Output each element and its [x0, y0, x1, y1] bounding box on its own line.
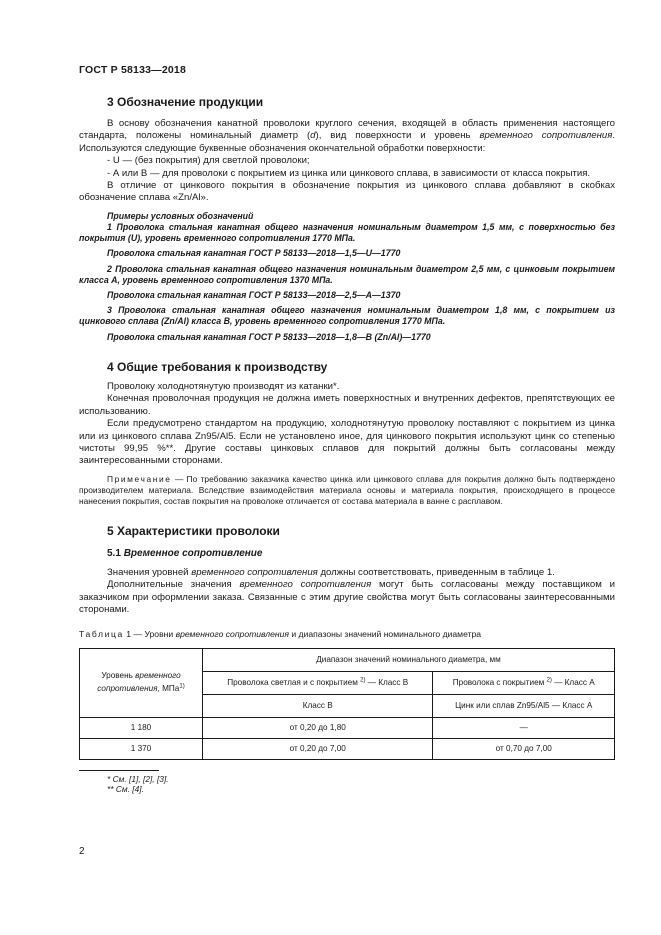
range-cell-class-a: от 0,70 до 7,00: [433, 738, 615, 759]
page-content: [79, 90, 615, 795]
page-number: 2: [79, 846, 85, 857]
s4-paragraph-1: Проволоку холоднотянутую производят из катанки*.: [107, 380, 340, 392]
s3-list-item-u: - U — (без покрытия) для светлой проволоки;: [107, 155, 310, 167]
footnote-separator: [79, 770, 159, 771]
s4-note: Примечание — По требованию заказчика качество цинка или цинкового сплава для покрытия должно быть подтверждено производителем материала. Вследствие взаимодействия материала основы и материала покрытия, происходящего в процессе нанесения покрытия, состав покрытия на проволоке отличается от состава материала в ванне с расплавом.: [79, 473, 615, 506]
example-3: 3 Проволока стальная канатная общего назначения номинальным диаметром 1,8 мм, с покрытием из цинкового сплава (Zn/Al) класса В, уровень временного сопротивления 1770 МПа.: [79, 305, 615, 327]
s3-paragraph-2: В отличие от цинкового покрытия в обозначение покрытия из цинкового сплава добавляют в скобках обозначение сплава «Zn/Al».: [79, 180, 615, 204]
s3-list-item-ab: - А или В — для проволоки с покрытием из цинка или цинкового сплава, в зависимости от класса покрытия.: [107, 167, 591, 179]
col1-header-cell: Проволока светлая и с покрытием $^{2)}$ — Класс В: [203, 671, 433, 694]
level-cell: 1 370: [80, 738, 203, 759]
footnote-1: * См. [1], [2], [3].: [107, 773, 169, 784]
table-row: [80, 738, 615, 759]
row-header-cell: Уровень временного сопротивления, МПа$^{1)}$: [80, 648, 203, 717]
s4-paragraph-3: Если предусмотрено стандартом на продукцию, холоднотянутую проволоку поставляют с покрытием из цинка или из цинкового сплава Zn95/Al5. Если не установлено иное, для цинкового покрытия используют цинк со степенью чистоты 99,95 %**. Другие составы цинковых сплавов для покрытий должны быть согласованы между заинтересованными сторонами.: [79, 418, 615, 467]
range-cell-class-b: от 0,20 до 7,00: [203, 738, 433, 759]
range-cell-class-a: —: [433, 717, 615, 738]
col2-header-cell: Проволока с покрытием $^{2)}$ — Класс А: [433, 671, 615, 694]
example-1: 1 Проволока стальная канатная общего назначения номинальным диаметром 1,5 мм, с поверхностью без покрытия (U), уровень временного сопротивления 1770 МПа.: [79, 222, 615, 244]
s5-paragraph-2: Дополнительные значения временного сопротивления могут быть согласованы между поставщиком и заказчиком при оформлении заказа. Связанные с этим другие свойства могут быть согласованы заинтересованными сторонами.: [79, 579, 615, 615]
col1-subheader-cell: Класс В: [203, 694, 433, 717]
section-3-title: 3 Обозначение продукции: [107, 95, 264, 109]
table-1-caption: Таблица 1 — Уровни временного сопротивления и диапазоны значений номинального диаметра: [79, 629, 482, 640]
footnote-2: ** См. [4].: [107, 784, 144, 795]
examples-title: Примеры условных обозначений: [107, 210, 254, 221]
running-header: ГОСТ Р 58133—2018: [79, 64, 187, 76]
example-1-code: Проволока стальная канатная ГОСТ Р 58133—2018—1,5—U—1770: [107, 248, 401, 259]
example-2-code: Проволока стальная канатная ГОСТ Р 58133—2018—2,5—А—1370: [107, 290, 401, 301]
section-4-title: 4 Общие требования к производству: [107, 359, 328, 374]
group-header-cell: Диапазон значений номинального диаметра, мм: [203, 648, 615, 671]
col2-subheader-cell: Цинк или сплав Zn95/Al5 — Класс А: [433, 694, 615, 717]
s3-paragraph-1: В основу обозначения канатной проволоки круглого сечения, входящей в область применения настоящего стандарта, положены номинальный диаметр (d), вид поверхности и уровень временного сопротивления. Используются следующие буквенные обозначения окончательной обработки поверхности:: [79, 118, 615, 154]
table-row: [80, 717, 615, 738]
level-cell: 1 180: [80, 717, 203, 738]
range-cell-class-b: от 0,20 до 1,80: [203, 717, 433, 738]
s5-paragraph-1: Значения уровней временного сопротивления должны соответствовать, приведенным в таблице 1.: [107, 566, 555, 578]
table-1: [79, 648, 615, 760]
subsection-5-1-title: 5.1 Временное сопротивление: [107, 547, 263, 559]
s4-paragraph-2: Конечная проволочная продукция не должна иметь поверхностных и внутренних дефектов, препятствующих ее использованию.: [79, 393, 615, 417]
example-3-code: Проволока стальная канатная ГОСТ Р 58133—2018—1,8—В (Zn/Al)—1770: [107, 331, 431, 342]
section-5-title: 5 Характеристики проволоки: [107, 523, 280, 538]
example-2: 2 Проволока стальная канатная общего назначения номинальным диаметром 2,5 мм, с цинковым покрытием класса А, уровень временного сопротивления 1370 МПа.: [79, 263, 615, 285]
